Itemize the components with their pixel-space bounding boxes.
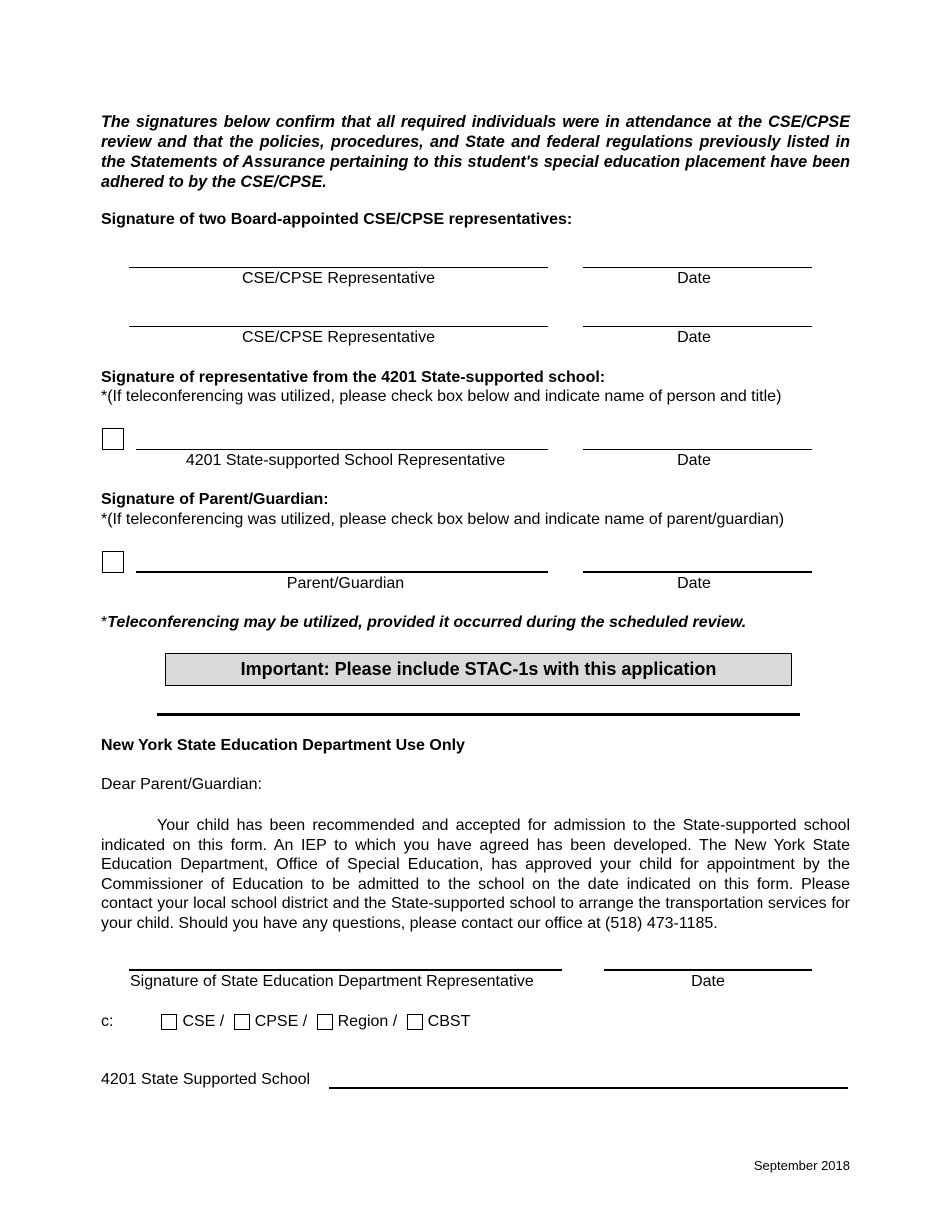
board-representatives-heading: Signature of two Board-appointed CSE/CPSE representatives: xyxy=(101,211,573,228)
rep2-label: CSE/CPSE Representative xyxy=(242,329,435,346)
rep1-date-label: Date xyxy=(677,270,711,287)
teleconference-policy-note xyxy=(101,614,746,632)
parent-teleconference-note: *(If teleconferencing was utilized, please check box below and indicate name of parent/guardian) xyxy=(101,511,785,528)
cc-prefix: c: xyxy=(101,1013,114,1030)
school-date-line[interactable] xyxy=(583,449,812,450)
teleconference-asterisk: * xyxy=(101,614,108,631)
approval-letter-body: Your child has been recommended and accepted for admission to the State-supported school indicated on this form. An IEP to which you have agreed has been developed. The New York State Education Department, Office of Special Education, has approved your child for appointment by the Commissioner of Education to be admitted to the school on the date indicated on this form. Please contact your local school district and the State-supported school to arrange the transportation services for your child. Should you have any questions, please contact our office at (518) 473-1185. xyxy=(101,817,850,932)
cc-cbst-label: CBST xyxy=(427,1013,471,1030)
cc-region-checkbox[interactable] xyxy=(317,1014,333,1030)
cc-cse-label: CSE / xyxy=(182,1013,225,1030)
school-signature-line[interactable] xyxy=(136,449,548,450)
important-banner: Important: Please include STAC-1s with this application xyxy=(165,653,792,686)
cc-cbst-checkbox[interactable] xyxy=(407,1014,423,1030)
school-date-label: Date xyxy=(677,452,711,469)
school-representative-heading: Signature of representative from the 4201 State-supported school: xyxy=(101,369,606,386)
sed-signature-line[interactable] xyxy=(129,969,562,971)
school-signature-label: 4201 State-supported School Representative xyxy=(185,452,506,469)
school-field-label: 4201 State Supported School xyxy=(101,1071,311,1088)
teleconference-policy-text: Teleconferencing may be utilized, provided it occurred during the scheduled review. xyxy=(107,614,747,631)
school-field-line[interactable] xyxy=(329,1087,848,1089)
sed-date-line[interactable] xyxy=(604,969,812,971)
rep2-signature-line[interactable] xyxy=(129,326,548,327)
parent-date-label: Date xyxy=(677,575,711,592)
sed-signature-label: Signature of State Education Department Representative xyxy=(130,973,534,990)
nysed-use-only-heading: New York State Education Department Use Only xyxy=(101,737,465,754)
rep2-date-line[interactable] xyxy=(583,326,812,327)
assurance-statement: The signatures below confirm that all required individuals were in attendance at the CSE/CPSE review and that the policies, procedures, and State and federal regulations previously listed in the Statements of Assurance pertaining to this student's special education placement have been adhered to by the CSE/CPSE. xyxy=(101,113,850,191)
rep2-date-label: Date xyxy=(677,329,711,346)
parent-signature-label: Parent/Guardian xyxy=(286,575,405,592)
parent-date-line[interactable] xyxy=(583,571,812,573)
school-teleconference-checkbox[interactable] xyxy=(102,428,124,450)
letter-salutation: Dear Parent/Guardian: xyxy=(101,776,262,793)
rep1-signature-line[interactable] xyxy=(129,267,548,268)
section-divider xyxy=(157,713,800,716)
parent-teleconference-checkbox[interactable] xyxy=(102,551,124,573)
cc-cpse-checkbox[interactable] xyxy=(234,1014,250,1030)
parent-signature-line[interactable] xyxy=(136,571,548,573)
cc-row xyxy=(101,1012,470,1032)
school-teleconference-note: *(If teleconferencing was utilized, please check box below and indicate name of person and title) xyxy=(101,388,782,405)
sed-date-label: Date xyxy=(691,973,725,990)
revision-date: September 2018 xyxy=(753,1158,850,1173)
parent-guardian-heading: Signature of Parent/Guardian: xyxy=(101,491,329,508)
cc-cse-checkbox[interactable] xyxy=(161,1014,177,1030)
rep1-label: CSE/CPSE Representative xyxy=(242,270,435,287)
cc-region-label: Region / xyxy=(337,1013,398,1030)
rep1-date-line[interactable] xyxy=(583,267,812,268)
cc-cpse-label: CPSE / xyxy=(254,1013,308,1030)
